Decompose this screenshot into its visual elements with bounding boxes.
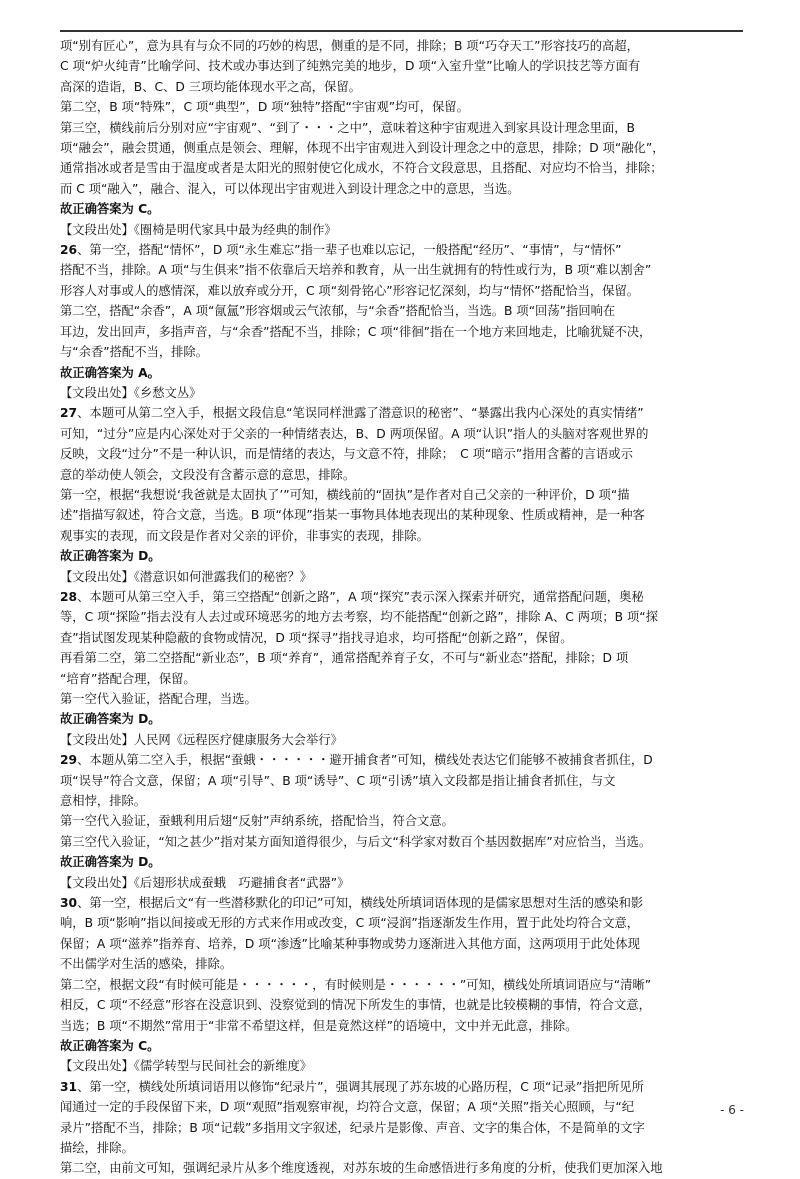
text-line: 第三空，横线前后分别对应“宇宙观”、“到了・・・之中”，意味着这种宇宙观进入到家具设计理念里面，B xyxy=(60,120,635,135)
header-rule xyxy=(60,30,743,32)
answer-line: 故正确答案为 A。 xyxy=(60,365,160,380)
question-start-line xyxy=(60,1077,742,1097)
text-line: 通常指冰或者是雪由于温度或者是太阳光的照射使它化成水，不符合文段意思，且搭配、对应均不恰当，排除； xyxy=(60,161,663,176)
source-line: 【文段出处】《乡愁文丛》 xyxy=(60,385,202,400)
text-line: 当选；B 项“不期然”常用于“非常不希望这样，但是竟然这样”的语境中，文中并无此意，排除。 xyxy=(60,1018,578,1033)
text-line: 录片”搭配不当，排除；B 项“记载”多指用文字叙述，纪录片是影像、声音、文字的集合体，不是简单的文字 xyxy=(60,1120,645,1135)
answer-line: 故正确答案为 C。 xyxy=(60,1038,160,1053)
text-line: 耳边，发出回声，多指声音，与“余香”搭配不当，排除；C 项“徘徊”指在一个地方来回地走，比喻犹疑不决， xyxy=(60,324,652,339)
question-text: 、第一空，根据后文“有一些潜移默化的印记”可知，横线处所填词语体现的是儒家思想对生活的感染和影 xyxy=(77,896,644,911)
source-line: 【文段出处】《潜意识如何泄露我们的秘密？》 xyxy=(60,569,313,584)
question-text: 、第一空，搭配“情怀”，D 项“永生难忘”指一辈子也难以忘记，一般搭配“经历”、“事情”，与“情怀” xyxy=(77,243,622,258)
text-line: 形容人对事或人的感情深，难以放弃或分开，C 项“刻骨铭心”形容记忆深刻，均与“情怀”搭配恰当，保留。 xyxy=(60,283,640,298)
question-number: 27 xyxy=(60,406,78,421)
question-text: 、第一空，横线处所填词语用以修饰“纪录片”，强调其展现了苏东坡的心路历程，C 项“记录”指把所见所 xyxy=(77,1079,644,1094)
document-body xyxy=(60,36,742,1179)
text-line: 查”指试图发现某种隐蔽的食物或情况，D 项“探寻”指找寻追求，均可搭配“创新之路”，保留。 xyxy=(60,630,573,645)
text-line: C 项“炉火纯青”比喻学问、技术或办事达到了纯熟完美的地步，D 项“入室升堂”比喻人的学识技艺等方面有 xyxy=(60,59,641,74)
text-line: 第二空，B 项“特殊”，C 项“典型”，D 项“独特”搭配“宇宙观”均可，保留。 xyxy=(60,100,469,115)
page-number: - 6 - xyxy=(720,1103,744,1117)
question-start-line xyxy=(60,240,742,260)
question-start-line xyxy=(60,403,742,423)
text-line: 第一空代入验证，蚕蛾利用后翅“反射”声纳系统，搭配恰当，符合文意。 xyxy=(60,814,454,829)
text-line: 可知，“过分”应是内心深处对于父亲的一种情绪表达，B、D 两项保留。A 项“认识”指人的头脑对客观世界的 xyxy=(60,426,649,441)
answer-line: 故正确答案为 D。 xyxy=(60,712,161,727)
text-line: 不出儒学对生活的感染，排除。 xyxy=(60,957,233,972)
question-number: 29 xyxy=(60,753,78,768)
text-line: 描绘，排除。 xyxy=(60,1140,134,1155)
text-line: 意的举动使人领会，文段没有含蓄示意的意思，排除。 xyxy=(60,467,356,482)
question-text: 、本题可从第二空入手，根据文段信息“笔误同样泄露了潜意识的秘密”、“暴露出我内心深处的真实情绪” xyxy=(77,406,644,421)
text-line: 响，B 项“影响”指以间接或无形的方式来作用或改变，C 项“浸润”指逐渐发生作用，置于此处均符合文意， xyxy=(60,916,640,931)
source-line: 【文段出处】《圈椅是明代家具中最为经典的制作》 xyxy=(60,222,337,237)
question-start-line xyxy=(60,893,742,913)
text-line: “培育”搭配合理，保留。 xyxy=(60,671,196,686)
question-number: 26 xyxy=(60,243,78,258)
text-line: 闻通过一定的手段保留下来，D 项“观照”指观察审视，均符合文意，保留；A 项“关照”指关心照顾，与“纪 xyxy=(60,1100,635,1115)
text-line: 第二空，由前文可知，强调纪录片从多个维度透视，对苏东坡的生命感悟进行多角度的分析，使我们更加深入地 xyxy=(60,1161,663,1176)
answer-line: 故正确答案为 C。 xyxy=(60,202,160,217)
source-line: 【文段出处】《儒学转型与民间社会的新维度》 xyxy=(60,1059,313,1074)
text-line: 高深的造诣，B、C、D 三项均能体现水平之高，保留。 xyxy=(60,79,361,94)
text-line: 反映，文段“过分”不是一种认识，而是情绪的表达，与文意不符，排除； C 项“暗示”指用含蓄的言语或示 xyxy=(60,447,633,462)
text-line: 第三空代入验证，“知之甚少”指对某方面知道得很少，与后文“科学家对数百个基因数据库”对应恰当，当选。 xyxy=(60,834,652,849)
answer-line: 故正确答案为 D。 xyxy=(60,855,161,870)
question-text: 、本题可从第三空入手，第三空搭配“创新之路”，A 项“探究”表示深入探索并研究，通常搭配问题，奥秘 xyxy=(77,589,644,604)
text-line: 第一空代入验证，搭配合理，当选。 xyxy=(60,692,257,706)
answer-line: 故正确答案为 D。 xyxy=(60,549,161,564)
question-start-line xyxy=(60,587,742,607)
question-number: 31 xyxy=(60,1079,78,1094)
text-line: 第一空，根据“我想说‘我爸就是太固执了’”可知，横线前的“固执”是作者对自己父亲的一种评价，D 项“描 xyxy=(60,487,630,502)
text-line: 保留；A 项“滋养”指养育、培养，D 项“渗透”比喻某种事物或势力逐渐进入其他方面，这两项用于此处体现 xyxy=(60,936,640,951)
question-number: 28 xyxy=(60,589,78,604)
question-number: 30 xyxy=(60,896,78,911)
text-line: 项“误导”符合文意，保留；A 项“引导”、B 项“诱导”、C 项“引诱”填入文段都是指让捕食者抓住，与文 xyxy=(60,773,616,788)
text-line: 观事实的表现，而文段是作者对父亲的评价，非事实的表现，排除。 xyxy=(60,528,429,543)
text-line: 第二空，搭配“余香”，A 项“氤氲”形容烟或云气浓郁，与“余香”搭配恰当，当选。B 项“回荡”指回响在 xyxy=(60,304,616,319)
text-line: 而 C 项“融入”，融合、混入，可以体现出宇宙观进入到设计理念之中的意思，当选。 xyxy=(60,181,520,196)
text-line: 再看第二空，第二空搭配“新业态”，B 项“养育”，通常搭配养育子女，不可与“新业态”搭配，排除；D 项 xyxy=(60,651,629,666)
source-line: 【文段出处】人民网《远程医疗健康服务大会举行》 xyxy=(60,732,343,747)
source-line: 【文段出处】《后翅形状成蚕蛾 巧避捕食者“武器”》 xyxy=(60,875,350,890)
text-line: 与“余香”搭配不当，排除。 xyxy=(60,345,209,360)
question-start-line xyxy=(60,750,742,770)
question-text: 、本题从第二空入手，根据“蚕蛾・・・・・・避开捕食者”可知，横线处表达它们能够不被捕食者抓住，D xyxy=(77,753,653,768)
text-line: 等，C 项“探险”指去没有人去过或环境恶劣的地方去考察，均不能搭配“创新之路”，排除 A、C 两项；B 项“探 xyxy=(60,610,658,625)
text-line: 项“融会”，融会贯通，侧重点是领会、理解，体现不出宇宙观进入到设计理念之中的意思，排除；D 项“融化”， xyxy=(60,141,665,156)
text-line: 相反，C 项“不经意”形容在没意识到、没察觉到的情况下所发生的事情，也就是比较模糊的事情，符合文意， xyxy=(60,998,651,1013)
text-line: 搭配不当，排除。A 项“与生俱来”指不依靠后天培养和教育，从一出生就拥有的特性或行为，B 项“难以割舍” xyxy=(60,263,652,278)
document-page xyxy=(60,0,742,1176)
text-line: 意相悖，排除。 xyxy=(60,794,147,809)
text-line: 项“别有匠心”，意为具有与众不同的巧妙的构思，侧重的是不同，排除；B 项“巧夺天工”形容技巧的高超， xyxy=(60,39,639,53)
text-line: 述”指描写叙述，符合文意，当选。B 项“体现”指某一事物具体地表现出的某种现象、性质或精神，是一种客 xyxy=(60,508,645,523)
text-line: 第二空，根据文段“有时候可能是・・・・・・，有时候则是・・・・・・”可知，横线处所填词语应与“清晰” xyxy=(60,977,652,992)
